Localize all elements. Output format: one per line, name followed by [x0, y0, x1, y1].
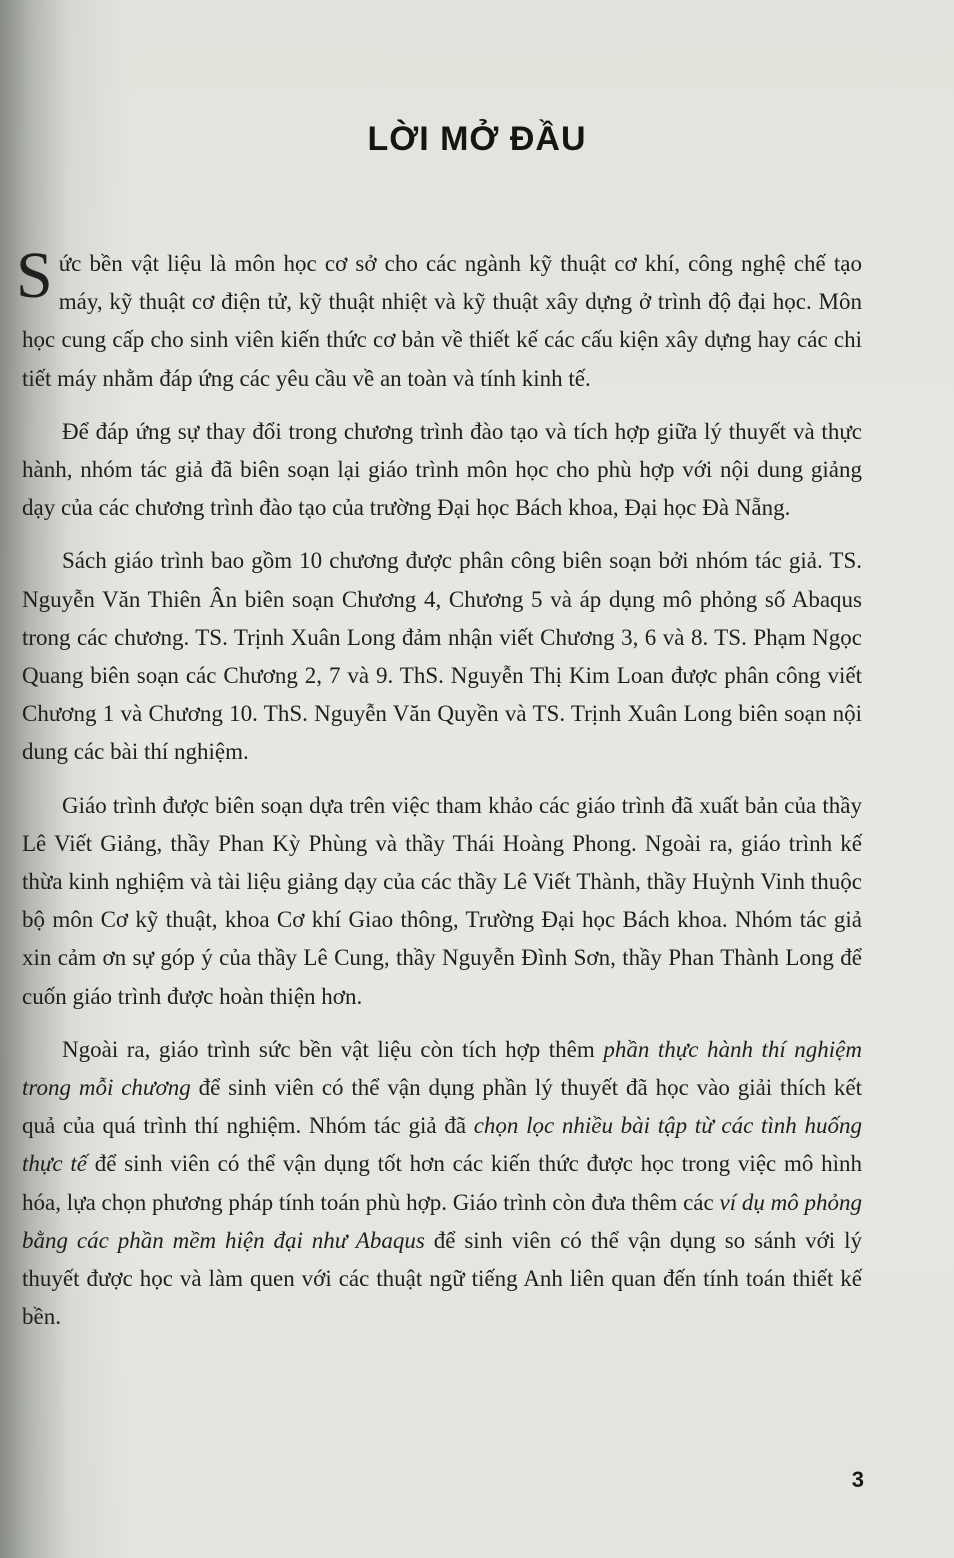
page-number: 3	[851, 1467, 864, 1492]
paragraph-4: Giáo trình được biên soạn dựa trên việc tham khảo các giáo trình đã xuất bản của thầy Lê Viết Giảng, thầy Phan Kỳ Phùng và thầy Thái Hoàng Phong. Ngoài ra, giáo trình kế thừa kinh nghiệm và tài liệu giảng dạy của các thầy Lê Viết Thành, thầy Huỳnh Vinh thuộc bộ môn Cơ kỹ thuật, khoa Cơ khí Giao thông, Trường Đại học Bách khoa. Nhóm tác giả xin cảm ơn sự góp ý của thầy Lê Cung, thầy Nguyễn Đình Sơn, thầy Phan Thành Long để cuốn giáo trình được hoàn thiện hơn.	[22, 792, 862, 1009]
paragraph-5-text-c: để sinh viên có thể vận dụng phần lý thuyết đã học vào giải thích kết quả của quá trình thí nghiệm. Nhóm tác giả đã	[22, 1075, 863, 1139]
paragraph-5-italic-b: phần thực hành thí nghiệm trong mỗi chương	[22, 1036, 862, 1101]
paragraph-5-text-g: để sinh viên có thể vận dụng so sánh với lý thuyết được học và làm quen với các thuật ngữ tiếng Anh liên quan đến tính toán thiết kế bền.	[22, 1227, 862, 1330]
paragraph-5-text-e: để sinh viên có thể vận dụng tốt hơn các kiến thức được học trong việc mô hình hóa, lựa chọn phương pháp tính toán phù hợp. Giáo trình còn đưa thêm các	[22, 1151, 863, 1215]
paragraph-5	[22, 1031, 862, 1337]
paragraph-1	[16, 239, 862, 398]
paragraph-2: Để đáp ứng sự thay đổi trong chương trình đào tạo và tích hợp giữa lý thuyết và thực hành, nhóm tác giả đã biên soạn lại giáo trình môn học cho phù hợp với nội dung giảng dạy của các chương trình đào tạo của trường Đại học Bách khoa, Đại học Đà Nẵng.	[22, 418, 862, 521]
paragraph-5-text-a: Ngoài ra, giáo trình sức bền vật liệu còn tích hợp thêm	[62, 1036, 604, 1062]
paragraph-3: Sách giáo trình bao gồm 10 chương được phân công biên soạn bởi nhóm tác giả. TS. Nguyễn Văn Thiên Ân biên soạn Chương 4, Chương 5 và áp dụng mô phỏng số Abaqus trong các chương. TS. Trịnh Xuân Long đảm nhận viết Chương 3, 6 và 8. TS. Phạm Ngọc Quang biên soạn các Chương 2, 7 và 9. ThS. Nguyễn Thị Kim Loan được phân công viết Chương 1 và Chương 10. ThS. Nguyễn Văn Quyền và TS. Trịnh Xuân Long biên soạn nội dung các bài thí nghiệm.	[22, 548, 862, 765]
paragraph-1-text: ức bền vật liệu là môn học cơ sở cho các ngành kỹ thuật cơ khí, công nghệ chế tạo máy, kỹ thuật cơ điện tử, kỹ thuật nhiệt và kỹ thuật xây dựng ở trình độ đại học. Môn học cung cấp cho sinh viên kiến thức cơ bản về thiết kế các cấu kiện xây dựng hay các chi tiết máy nhằm đáp ứng các yêu cầu về an toàn và tính kinh tế.	[22, 251, 862, 391]
page-title: LỜI MỞ ĐẦU	[367, 120, 587, 158]
drop-cap: S	[16, 239, 53, 312]
paragraph-5-italic-d: chọn lọc nhiều bài tập từ các tình huống thực tế	[22, 1113, 862, 1177]
preface-body	[16, 239, 863, 1351]
paragraph-5-italic-f: ví dụ mô phỏng bằng các phần mềm hiện đại như Abaqus	[22, 1189, 862, 1253]
